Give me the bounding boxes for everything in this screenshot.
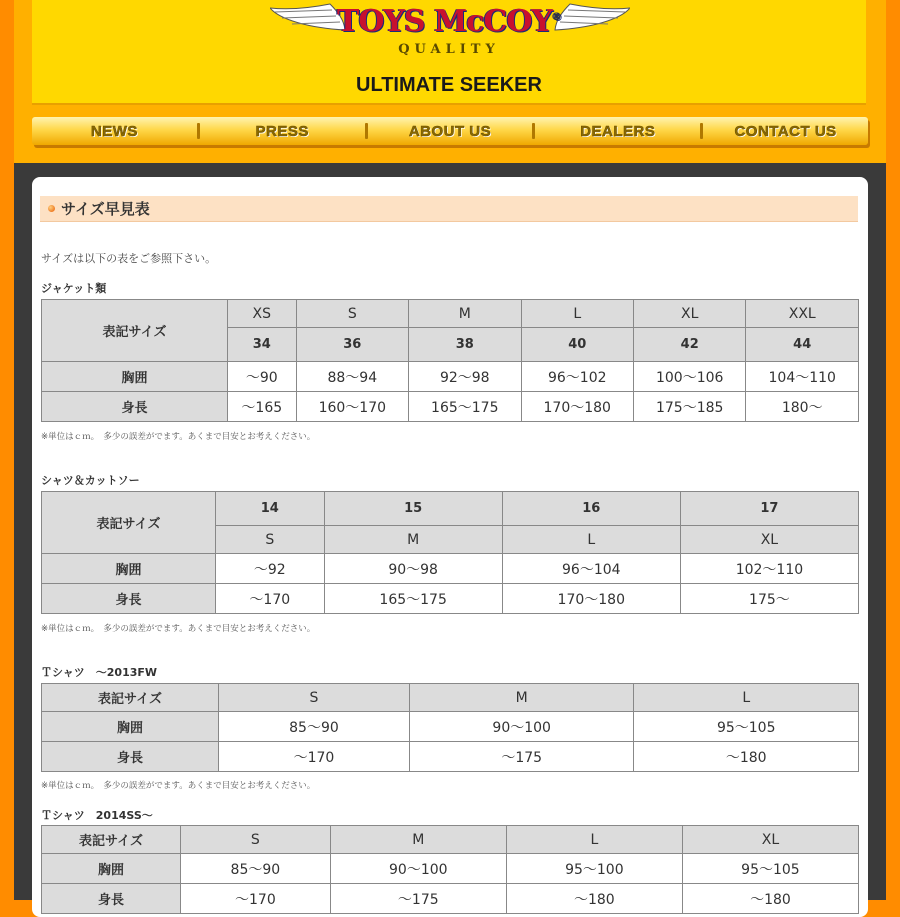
value-cell: 170～180 [502,584,680,614]
tshirt-new-title: Ｔシャツ 2014SS～ [41,809,153,822]
number-cell: 38 [409,328,521,362]
tshirt-old-size-table [41,683,859,772]
size-cell: XL [682,826,858,854]
table-row [42,742,859,772]
unit-note: ※単位はｃｍ。 多少の誤差がでます。あくまで目安とお考えください。 [41,781,316,791]
number-cell: 44 [746,328,859,362]
row-label: 表記サイズ [42,826,181,854]
row-label: 身長 [42,392,228,422]
value-cell: 175～185 [633,392,745,422]
value-cell: 95～105 [634,712,859,742]
value-cell: ～165 [228,392,297,422]
table-row [42,392,859,422]
logo-subtitle: QUALITY [398,42,500,57]
number-cell: 15 [324,492,502,526]
content-panel [32,177,868,917]
value-cell: ～170 [219,742,410,772]
value-cell: ～180 [634,742,859,772]
row-label: 表記サイズ [42,684,219,712]
size-cell: M [330,826,506,854]
row-label: 表記サイズ [42,492,216,554]
size-cell: L [521,300,633,328]
page-title: サイズ早見表 [61,200,150,218]
table-row [42,554,859,584]
value-cell: 88～94 [296,362,408,392]
value-cell: 90～100 [330,854,506,884]
size-cell: XL [680,526,858,554]
value-cell: 96～104 [502,554,680,584]
main-nav [32,117,868,145]
table-row [42,362,859,392]
value-cell: ～180 [506,884,682,914]
intro-text: サイズは以下の表をご参照下さい。 [41,252,217,265]
value-cell: 100～106 [633,362,745,392]
nav-press[interactable]: PRESS [255,122,309,140]
size-cell: XS [228,300,297,328]
value-cell: 85～90 [219,712,410,742]
size-cell: M [324,526,502,554]
tshirt-new-size-table [41,825,859,914]
banner [32,0,866,105]
brand-logo[interactable] [32,0,866,60]
value-cell: ～175 [330,884,506,914]
value-cell: 175～ [680,584,858,614]
unit-note: ※単位はｃｍ。 多少の誤差がでます。あくまで目安とお考えください。 [41,624,316,634]
table-row [42,684,859,712]
value-cell: 104～110 [746,362,859,392]
row-label: 身長 [42,742,219,772]
value-cell: 102～110 [680,554,858,584]
tshirt-old-title: Ｔシャツ ～2013FW [41,666,158,679]
table-row [42,584,859,614]
value-cell: 90～98 [324,554,502,584]
number-cell: 34 [228,328,297,362]
jacket-size-table [41,299,859,422]
tagline: ULTIMATE SEEKER [356,74,542,96]
value-cell: 95～100 [506,854,682,884]
value-cell: 170～180 [521,392,633,422]
nav-contact-us[interactable]: CONTACT US [734,122,837,140]
value-cell: ～170 [216,584,325,614]
jacket-title: ジャケット類 [41,282,107,295]
size-cell: S [219,684,410,712]
section-header [40,196,858,222]
value-cell: ～90 [228,362,297,392]
row-label: 身長 [42,884,181,914]
table-row [42,492,859,526]
row-label: 胸囲 [42,712,219,742]
size-cell: S [181,826,331,854]
bullet-icon [48,205,55,212]
size-cell: L [634,684,859,712]
nav-dealers[interactable]: DEALERS [580,122,656,140]
table-row [42,884,859,914]
row-label: 胸囲 [42,554,216,584]
size-cell: XL [633,300,745,328]
number-cell: 42 [633,328,745,362]
value-cell: 95～105 [682,854,858,884]
number-cell: 36 [296,328,408,362]
row-label: 表記サイズ [42,300,228,362]
value-cell: 165～175 [409,392,521,422]
size-cell: S [296,300,408,328]
value-cell: ～170 [181,884,331,914]
number-cell: 14 [216,492,325,526]
unit-note: ※単位はｃｍ。 多少の誤差がでます。あくまで目安とお考えください。 [41,432,316,442]
value-cell: 85～90 [181,854,331,884]
size-cell: L [502,526,680,554]
size-cell: M [409,300,521,328]
logo-text: TOYS McCOY® [337,4,561,39]
row-label: 身長 [42,584,216,614]
shirt-size-table [41,491,859,614]
value-cell: 96～102 [521,362,633,392]
value-cell: 165～175 [324,584,502,614]
table-row [42,712,859,742]
value-cell: ～180 [682,884,858,914]
row-label: 胸囲 [42,854,181,884]
value-cell: 92～98 [409,362,521,392]
value-cell: 90～100 [409,712,634,742]
row-label: 胸囲 [42,362,228,392]
nav-news[interactable]: NEWS [90,122,138,140]
size-cell: XXL [746,300,859,328]
number-cell: 40 [521,328,633,362]
value-cell: ～92 [216,554,325,584]
size-cell: S [216,526,325,554]
value-cell: ～175 [409,742,634,772]
size-cell: L [506,826,682,854]
shirt-title: シャツ＆カットソー [41,474,140,487]
value-cell: 160～170 [296,392,408,422]
table-row [42,300,859,328]
value-cell: 180～ [746,392,859,422]
nav-about-us[interactable]: ABOUT US [408,122,492,140]
number-cell: 17 [680,492,858,526]
table-row [42,854,859,884]
number-cell: 16 [502,492,680,526]
size-cell: M [409,684,634,712]
table-row [42,826,859,854]
